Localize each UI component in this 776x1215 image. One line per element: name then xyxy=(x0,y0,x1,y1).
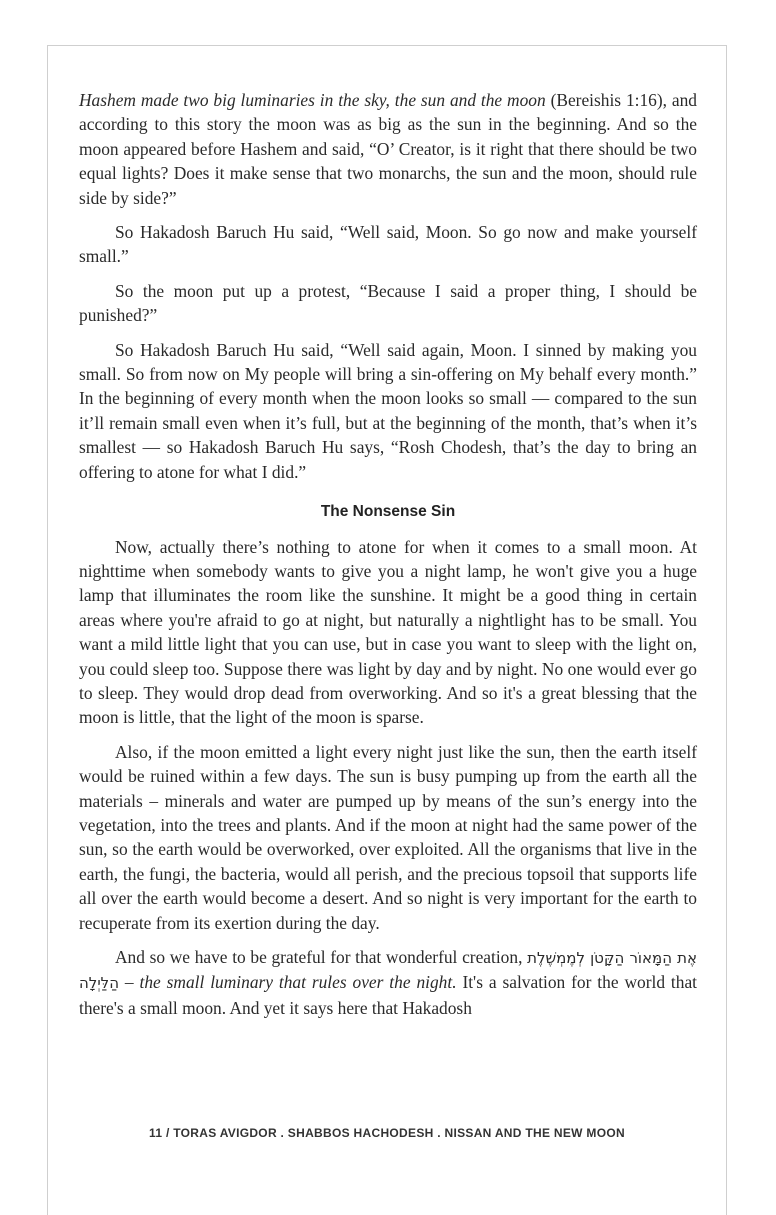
page-body xyxy=(79,88,697,1030)
paragraph-4: So Hakadosh Baruch Hu said, “Well said again, Moon. I sinned by making you small. So from now on My people will bring a sin-offering on My behalf every month.” In the beginning of every month when the moon looks so small — compared to the sun it’ll remain small even when it’s full, but at the beginning of the month, that’s when it’s smallest — so Hakadosh Baruch Hu says, “Rosh Chodesh, that’s the day to bring an offering to atone for what I did.” xyxy=(79,339,697,482)
paragraph-3: So the moon put up a protest, “Because I said a proper thing, I should be punished?” xyxy=(79,280,697,326)
hebrew-verse: אֶת הַמָּאוֹר הַקָּטֹן לְמֶמְשֶׁלֶת הַלַּיְלָה xyxy=(79,949,697,993)
verse-translation: the small luminary that rules over the night. xyxy=(139,972,457,993)
paragraph-2: So Hakadosh Baruch Hu said, “Well said, Moon. So go now and make yourself small.” xyxy=(79,222,697,267)
section-heading: The Nonsense Sin xyxy=(320,503,456,521)
verse-quote: Hashem made two big luminaries in the sky, the sun and the moon xyxy=(79,90,546,110)
paragraph-1: Hashem made two big luminaries in the sky, the sun and the moon (Bereishis 1:16), and according to this story the moon was as big as the sun in the beginning. And so the moon appeared before Hashem and said, “O’ Creator, is it right that there should be two equal lights? Does it make sense that two monarchs, the sun and the moon, should rule side by side?” xyxy=(79,90,697,208)
paragraph-6: Also, if the moon emitted a light every night just like the sun, then the earth itself would be ruined within a few days. The sun is busy pumping up from the earth all the materials – minerals and water are pumped up by means of the sun’s energy into the vegetation, into the trees and plants. And if the moon at night had the same power of the sun, so the earth would be overworked, over exploited. All the organisms that live in the earth, the fungi, the bacteria, would all perish, and the precious topsoil that supports life all over the earth would become a desert. And so night is very important for the earth to recuperate from its exertion during the day. xyxy=(79,741,697,933)
page-footer: 11 / TORAS AVIGDOR . SHABBOS HACHODESH . NISSAN AND THE NEW MOON xyxy=(149,1126,625,1140)
paragraph-5: Now, actually there’s nothing to atone for when it comes to a small moon. At nighttime when somebody wants to give you a night lamp, he won't give you a huge lamp that illuminates the room like the sunshine. It might be a good thing in certain areas where you're afraid to go at night, but naturally a nightlight has to be small. You want a mild little light that you can use, but in case you want to sleep with the light on, you could sleep too. Suppose there was light by day and by night. No one would ever go to sleep. They would drop dead from overworking. And so it's a great blessing that the moon is little, that the light of the moon is sparse. xyxy=(79,536,697,728)
paragraph-7: And so we have to be grateful for that wonderful creation, אֶת הַמָּאוֹר הַקָּטֹן לְמֶמְשֶׁלֶת הַלַּיְלָה – the small luminary that rules over the night. It's a salvation for the world that there's a small moon. And yet it says here that Hakadosh xyxy=(79,947,697,1018)
